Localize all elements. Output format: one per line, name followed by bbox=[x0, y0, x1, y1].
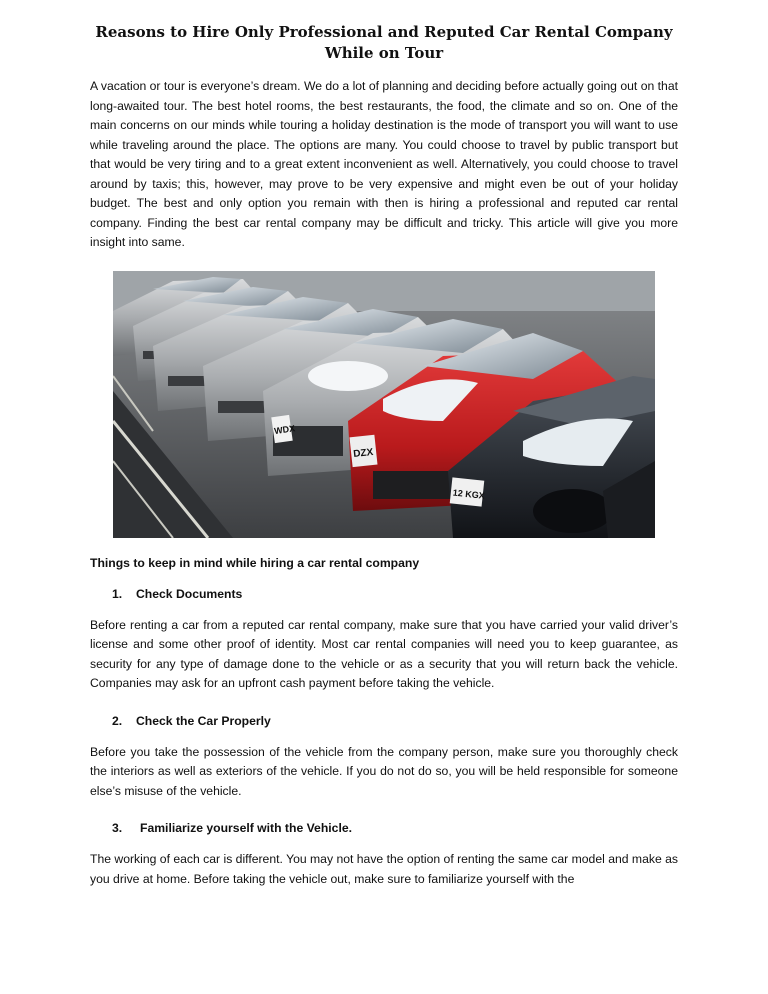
list-item-heading-text: Familiarize yourself with the Vehicle. bbox=[140, 821, 352, 835]
license-plate-red: DZX bbox=[352, 446, 374, 460]
document-page bbox=[90, 22, 678, 907]
section-heading: Things to keep in mind while hiring a car rental company bbox=[90, 555, 420, 570]
document-title bbox=[90, 22, 678, 64]
list-item-paragraph: Before renting a car from a reputed car rental company, make sure that you have carried your valid driver’s license and some other proof of identity. Most car rental companies will need you to keep guarantee, as security for any type of damage done to the vehicle or as a security that you will return back the vehicle. Companies may ask for an upfront cash payment before taking the vehicle. bbox=[90, 617, 678, 690]
list-item-heading-text: Check the Car Properly bbox=[136, 713, 271, 728]
list-item-heading bbox=[90, 585, 678, 604]
list-item-number: 1. bbox=[112, 586, 123, 601]
intro-paragraph: A vacation or tour is everyone’s dream. We do a lot of planning and deciding before actually going out on that long-awaited tour. The best hotel rooms, the best restaurants, the food, the climate and so on. One of the main concerns on our minds while touring a holiday destination is the mode of transport you will want to use while traveling around the place. The options are many. You could choose to travel by public transport but that would be very tiring and to a great extent inconvenient as well. Alternatively, you could choose to travel around by taxis; this, however, may prove to be very expensive and might even be out of your holiday budget. The best and only option you remain with then is hiring a professional and reputed car rental company. Finding the best car rental company may be difficult and tricky. This article will give you more insight into same. bbox=[90, 79, 678, 249]
license-plate-dark: 12 KGX bbox=[452, 487, 486, 501]
title-line-2: While on Tour bbox=[324, 44, 444, 62]
list-item-number: 3. bbox=[112, 821, 123, 835]
list-item-heading bbox=[90, 819, 678, 838]
list-item-paragraph: The working of each car is different. You may not have the option of renting the same car model and make as you drive at home. Before taking the vehicle out, make sure to familiarize yourself with the bbox=[90, 852, 678, 886]
list-item-number: 2. bbox=[112, 713, 123, 728]
list-item-heading bbox=[90, 712, 678, 731]
title-line-1: Reasons to Hire Only Professional and Reputed Car Rental Company bbox=[95, 23, 673, 41]
list-item-paragraph: Before you take the possession of the vehicle from the company person, make sure you thoroughly check the interiors as well as exteriors of the vehicle. If you do not do so, you will be held responsible for someone else’s misuse of the vehicle. bbox=[90, 744, 678, 798]
license-plate-silver: WDX bbox=[273, 422, 296, 436]
list-item-heading-text: Check Documents bbox=[136, 586, 243, 601]
car-lot-photo bbox=[113, 271, 655, 538]
